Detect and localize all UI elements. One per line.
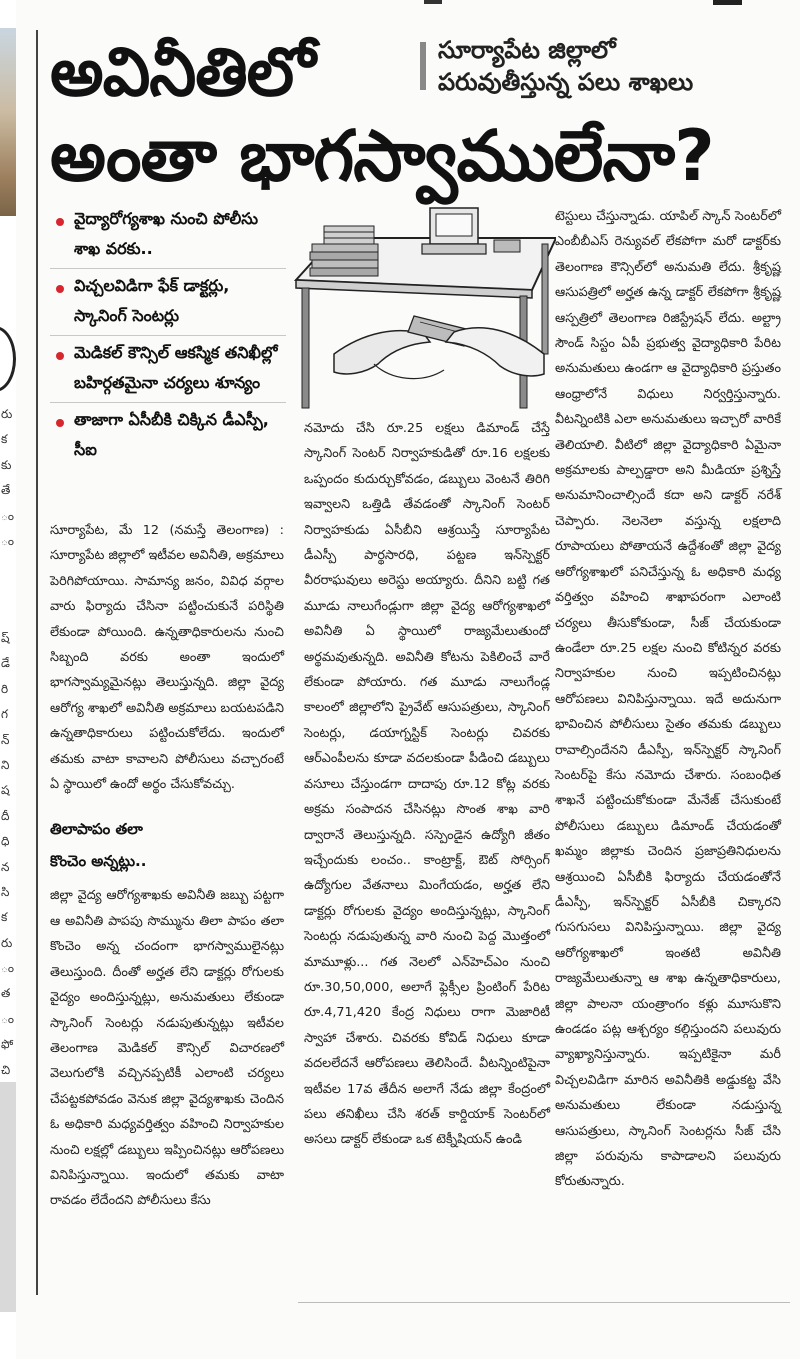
red-bullet-icon: [56, 419, 64, 427]
article-paragraph: జిల్లా వైద్య ఆరోగ్యశాఖకు అవినీతి జబ్బు పట్టగా ఆ అవినీతి పాపపు సొమ్మును తిలా పాపం తలా కొంచెం అన్న చందంగా భాగస్వాములైనట్లు తెలుస్తుంది. దీంతో అర్హత లేని డాక్టర్లు రోగులకు వైద్యం అందిస్తున్నట్లు, అనుమతులు లేకుండా స్కానింగ్ సెంటర్లు నడుపుతున్నట్లు ఇటీవల తెలంగాణ మెడికల్ కౌన్సిల్ విచారణలో వెలుగులోకి వచ్చినప్పటికీ ఎలాంటి చర్యలు చేపట్టకపోవడం వెనుక జిల్లా వైద్యశాఖకు చెందిన ఓ అధికారి మధ్యవర్తిత్వం వహించి నిర్వాహకుల నుంచి లక్షల్లో డబ్బులు ఇప్పించినట్లు ఆరోపణలు వినిపిస్తున్నాయి. ఇందులో తమకు వాటా రావడం లేదేందని పోలీసులు కేసు: [50, 888, 284, 1209]
kicker-divider: [420, 42, 426, 90]
subheading-line-1: తిలాపాపం తలా: [50, 820, 143, 839]
adjacent-text-fragment: డే: [1, 656, 10, 671]
highlight-text: విచ్చలవిడిగా ఫేక్ డాక్టర్లు, స్కానింగ్ సెంటర్లు: [74, 276, 230, 325]
adjacent-text-fragment: క: [1, 910, 8, 925]
adjacent-text-fragment: ష్: [1, 631, 10, 645]
kicker: [438, 34, 778, 98]
highlights-list: [50, 202, 286, 469]
headline-line-2: అంతా భాగస్వాములేనా?: [50, 115, 714, 197]
adjacent-text-fragment: ఫో: [1, 1037, 14, 1052]
adjacent-text-fragment: న: [1, 859, 10, 874]
bribe-handover-table-icon: [294, 204, 556, 416]
kicker-line-2: పరువుతీస్తున్న పలు శాఖలు: [438, 68, 694, 96]
highlight-item: [50, 336, 286, 403]
highlight-text: తాజాగా ఏసీబీకి చిక్కిన డీఎస్పీ, సీఐ: [74, 410, 269, 459]
article-column-2: [304, 416, 550, 1153]
article-paragraph-text: సూర్యాపేట జిల్లాలో ఇటీవల అవినీతి, అక్రమాలు పెరిగిపోయాయి. సామాన్య జనం, వివిధ వర్గాల వారు ఫిర్యాదు చేసినా పట్టించుకునే పరిస్థితి లేకుండా పోయింది. ఉన్నతాధికారులను నుంచి సిబ్బంది వరకు అంతా ఇందులో భాగస్వామ్యమైనట్లు తెలుస్తున్నది. జిల్లా వైద్య ఆరోగ్య శాఖలో అవినీతి అక్రమాలు బయటపడిని ఉన్నతాధికారులు పట్టించుకోలేదు. ఇందులో తమకు వాటా కావాలని పోలీసులు వచ్చారంటే ఏ స్థాయిలో ఉందో అర్థం చేసుకోవచ్చు.: [50, 548, 285, 793]
adjacent-text-fragment: త: [1, 986, 11, 1001]
adjacent-text-fragment: రి: [1, 681, 9, 696]
column-divider: [36, 30, 38, 1295]
adjacent-text-fragment: ం: [1, 961, 15, 976]
adjacent-text-fragment: రు: [1, 935, 13, 950]
kicker-line-1: సూర్యాపేట జిల్లాలో: [438, 36, 616, 64]
adjacent-text-fragment: న్: [1, 732, 10, 747]
article-column-1: [50, 518, 284, 1214]
red-bullet-icon: [56, 285, 64, 293]
article-paragraph: [50, 518, 284, 797]
adjacent-page-mark: [424, 0, 442, 4]
red-bullet-icon: [56, 352, 64, 360]
article-paragraph: టెస్టులు చేస్తున్నాడు. యాపిల్ స్కాన్ సెంటర్‌లో ఎంబీబీఎస్ రెన్యువల్ లేకపోగా మరో డాక్టర్‌కు తెలంగాణ కౌన్సిల్‌లో అనుమతి లేదు. శ్రీకృష్ణ ఆసుపత్రిలో అర్హత ఉన్న డాక్టర్ లేకపోగా శ్రీకృష్ణ ఆస్పత్రిలో తెలంగాణ రిజిస్ట్రేషన్ లేదు. అల్ట్రా సౌండ్ సిస్టం ఏపీ ప్రభుత్వ వైద్యాధికారి పేరిట అనుమతులు ఉండగా ఆ వైద్యాధికారి ప్రస్తుతం ఆంధ్రాలోనే విధులు నిర్వర్తిస్తున్నారు. వీటన్నింటికి ఎలా అనుమతులు ఇచ్చారో వారికే తెలియాలి. వీటిలో జిల్లా వైద్యాధికారి ఏమైనా అక్రమాలకు పాల్పడ్డారా అని మీడియా ప్రశ్నిస్తే అనుమానించాల్సిందే కదా అని డాక్టర్ నరేశ్ చెప్పారు. నెలనెలా వస్తున్న లక్షలాది రూపాయలు పోతాయనే ఉద్దేశంతో జిల్లా వైద్య ఆరోగ్యశాఖలో పనిచేస్తున్న ఓ అధికారి మధ్య వర్తిత్వం వహించి శాఖాపరంగా ఎలాంటి చర్యలు తీసుకోకుండా, సీజ్ చేయకుండా ఉండేలా రూ.25 లక్షల నుంచి కోటిన్నర వరకు నిర్వాహకుల నుంచి ఇప్పటించినట్లు ఆరోపణలు వినిపిస్తున్నాయి. ఇదే అదునుగా భావించిన పోలీసులు సైతం తమకు డబ్బులు రావాల్సిందేనని డీఎస్పీ, ఇన్‌స్పెక్టర్ స్కానింగ్ సెంటర్‌పై కేసు నమోదు చేశారు. సంబంధిత శాఖనే పట్టించుకోకుండా మేనేజ్ చేసుకుంటే పోలీసులు డబ్బులు డిమాండ్ చేయడంతో ఖమ్మం జిల్లాకు చెందిన ప్రజాప్రతినిధులను ఆశ్రయించి ఏసీబీకి ఫిర్యాదు చేయడంతోనే డీఎస్పీ, ఇన్‌స్పెక్టర్ ఏసీబీకి చిక్కారని గుసగుసలు వినిపిస్తున్నాయి. జిల్లా వైద్య ఆరోగ్యశాఖలో ఇంతటి అవినీతి రాజ్యమేలుతున్నా ఆ శాఖ ఉన్నతాధికారులు, జిల్లా పాలనా యంత్రాంగం కళ్లు మూసుకొని ఉండడం పట్ల ఆశ్చర్యం కల్గిస్తుందని పలువురు వ్యాఖ్యానిస్తున్నారు. ఇప్పటికైనా మరీ విచ్చలవిడిగా మారిన అవినీతికి అడ్డుకట్ట వేసి అనుమతులు లేకుండా నడుస్తున్న ఆసుపత్రులు, స్కానింగ్ సెంటర్లను సీజ్ చేసి జిల్లా పరువును కాపాడాలని పలువురు కోరుతున్నారు.: [555, 209, 781, 1190]
adjacent-text-fragment: రు: [1, 407, 13, 421]
adjacent-text-fragment: దీ: [1, 808, 10, 823]
headline-line-1: అవినీతిలో: [50, 33, 315, 111]
adjacent-text-fragment: ని: [1, 757, 10, 772]
adjacent-text-fragment: క: [1, 432, 8, 447]
adjacent-text-fragment: ష: [1, 783, 10, 798]
highlight-text: వైద్యారోగ్యశాఖ నుంచి పోలీసు శాఖ వరకు..: [74, 209, 259, 258]
adjacent-article-text: [1, 626, 15, 1108]
article-column-3: [555, 204, 781, 1195]
highlight-item: [50, 269, 286, 336]
adjacent-text-fragment: ం: [1, 508, 15, 523]
adjacent-text-fragment: చి: [1, 1062, 11, 1077]
adjacent-page-mark: [713, 0, 742, 5]
highlight-item: [50, 202, 286, 269]
dateline: సూర్యాపేట, మే 12 (నమస్తే తెలంగాణ) :: [50, 523, 284, 538]
adjacent-text-fragment: సి: [1, 884, 10, 899]
adjacent-article-text: [1, 402, 15, 554]
adjacent-article-photo: [0, 1082, 16, 1312]
red-bullet-icon: [56, 218, 64, 226]
article-paragraph: నమోదు చేసి రూ.25 లక్షలు డిమాండ్ చేస్తే స్కానింగ్ సెంటర్ నిర్వాహకుడితో రూ.16 లక్షలకు ఒప్పందం కుదుర్చుకోవడం, డబ్బులు వెంటనే తిరిగి ఇవ్వాలని ఒత్తిడి తేవడంతో స్కానింగ్ సెంటర్ నిర్వాహకుడు ఏసీబీని ఆశ్రయిస్తే సూర్యాపేట డీఎస్పీ పార్థసారధి, పట్టణ ఇన్‌స్పెక్టర్ వీరరాఘవులు అరెస్టు అయ్యారు. దీనిని బట్టి గత మూడు నాలుగేండ్లుగా జిల్లా వైద్య ఆరోగ్యశాఖలో అవినీతి ఏ స్థాయిలో రాజ్యమేలుతుందో అర్థమవుతున్నది. అవినీతి కోటను పెకిలించే వారే లేకుండా పోయారు. గత మూడు నాలుగేండ్ల కాలంలో జిల్లాలోని ప్రైవేట్ ఆసుపత్రులు, స్కానింగ్ సెంటర్లు, డయాగ్నస్టిక్ సెంటర్లు చివరకు ఆర్‌ఎంపీలను కూడా వదలకుండా పీడించి డబ్బులు వసూలు చేస్తుండగా దాదాపు రూ.12 కోట్ల వరకు అక్రమ సంపాదన చేసినట్లు సొంత శాఖ వారి ద్వారానే తెలుస్తున్నది. సస్పెండైన ఉద్యోగి జీతం ఇచ్చేందుకు లంచం.. కాంట్రాక్ట్, ఔట్ సోర్సింగ్ ఉద్యోగుల వేతనాలు మింగేయడం, అర్హత లేని డాక్టర్లు రోగులకు వైద్యం అందిస్తున్నట్లు, స్కానింగ్ సెంటర్లు నడుపుతున్న వారి నుంచి పెద్ద మొత్తంలో మామూళ్లు... గత నెలలో ఎన్‌హెచ్‌ఎం నుంచి రూ.30,50,000, అలాగే ఫ్లెక్సీల ప్రింటింగ్ పేరిట రూ.4,71,420 కేంద్ర నిధులు రాగా మెజారిటీ స్వాహా చేశారు. చివరకు కోవిడ్ నిధులు కూడా వదలలేదనే ఆరోపణలు తెలిసిందే. వీటన్నింటిపైనా ఇటీవల 17వ తేదీన అలాగే నేడు జిల్లా కేంద్రంలో పలు తనిఖీలు చేసి శరత్ కార్డియాక్ సెంటర్‌లో అసలు డాక్టర్ లేకుండా ఒక టెక్నీషియన్ ఉండి: [304, 421, 550, 1148]
bottom-rule: [298, 1302, 790, 1303]
adjacent-article-photo: [0, 28, 16, 216]
adjacent-text-fragment: తే: [1, 483, 11, 498]
adjacent-article-circle-graphic: [0, 326, 16, 392]
article-subheading: [50, 813, 284, 877]
subheading-line-2: కొంచెం అన్నట్లు..: [50, 852, 147, 871]
adjacent-text-fragment: ం: [1, 1011, 15, 1026]
adjacent-text-fragment: ం: [1, 533, 15, 548]
highlight-item: [50, 403, 286, 469]
adjacent-text-fragment: కు: [1, 457, 12, 472]
adjacent-text-fragment: గ: [1, 707, 8, 722]
adjacent-article-strip: [0, 0, 16, 1359]
highlight-text: మెడికల్ కౌన్సిల్ ఆకస్మిక తనిఖీల్లో బహిర్గతమైనా చర్యలు శూన్యం: [74, 343, 278, 392]
adjacent-text-fragment: ధి: [1, 834, 10, 849]
